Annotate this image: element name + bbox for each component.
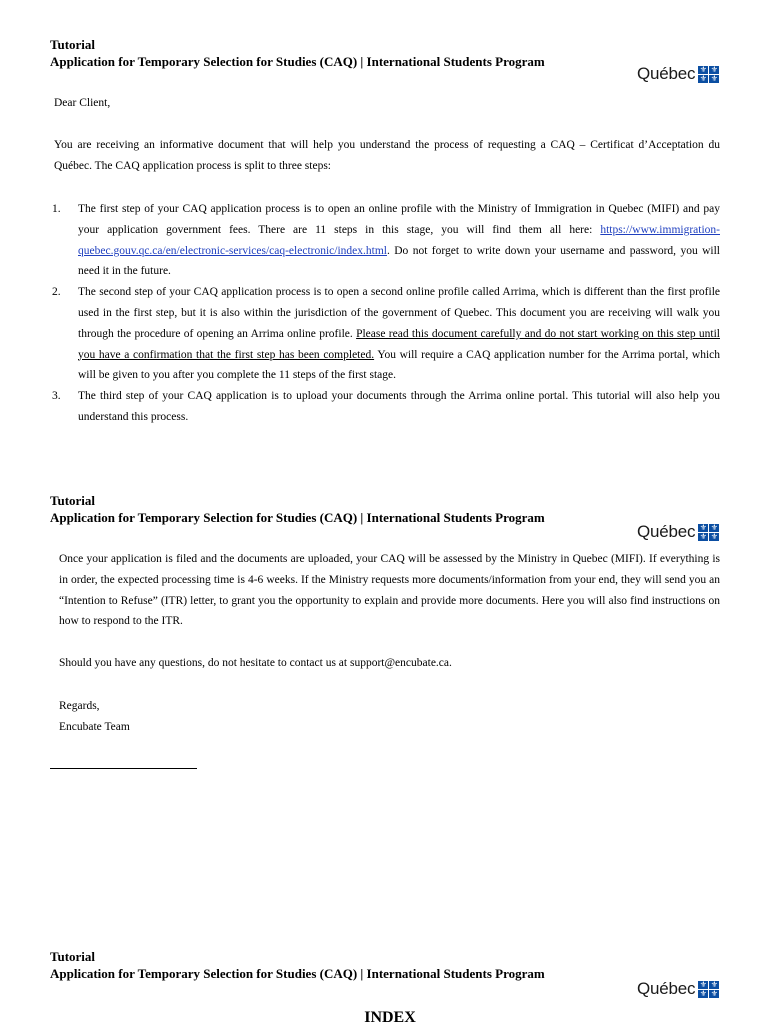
- list-item: 1. The first step of your CAQ application process is to open an online profile with the Ministry of Immigration in Quebec (MIFI) and pay your application government fees. There are 11 steps in this stage, you will find them all here: https://www.immigration-quebec.gouv.qc.ca/en/electronic-services/caq-electronic/index.html. Do not forget to write down your username and password, you will need it in the future.: [52, 199, 720, 282]
- tutorial-label: Tutorial: [50, 949, 96, 964]
- contact-paragraph: Should you have any questions, do not hesitate to contact us at support@encubate.ca.: [59, 657, 452, 669]
- quebec-logo: [637, 522, 719, 542]
- quebec-flag-icon: ⚜ ⚜ ⚜ ⚜: [699, 979, 718, 998]
- greeting: Dear Client,: [54, 97, 111, 109]
- document-title: Application for Temporary Selection for Studies (CAQ) | International Students Program: [50, 966, 545, 981]
- list-number: 2.: [52, 286, 61, 299]
- list-item: 2. The second step of your CAQ application process is to open a second online profile called Arrima, which is different than the first profile used in the first step, but it is also within the jurisdiction of the government of Quebec. This document you are receiving will walk you through the procedure of opening an Arrima online profile. Please read this document carefully and do not start working on this step until you have a confirmation that the first step has been completed. You will require a CAQ application number for the Arrima portal, which will be given to you after you complete the 11 steps of the first stage.: [52, 282, 720, 386]
- document-title: Application for Temporary Selection for Studies (CAQ) | International Students Program: [50, 510, 545, 525]
- signature: Encubate Team: [59, 721, 130, 733]
- quebec-flag-icon: ⚜ ⚜ ⚜ ⚜: [699, 64, 718, 83]
- list-number: 3.: [52, 390, 61, 403]
- document-title: Application for Temporary Selection for Studies (CAQ) | International Students Program: [50, 54, 545, 69]
- quebec-flag-icon: ⚜ ⚜ ⚜ ⚜: [699, 522, 718, 541]
- tutorial-label: Tutorial: [50, 493, 96, 508]
- intro-paragraph: You are receiving an informative document that will help you understand the process of requesting a CAQ – Certificat d’Acceptation du Québec. The CAQ application process is split to three steps:: [54, 139, 720, 172]
- steps-list: [52, 199, 720, 428]
- list-item: 3. The third step of your CAQ application is to upload your documents through the Arrima online portal. This tutorial will also help you understand this process.: [52, 386, 720, 428]
- processing-paragraph: Once your application is filed and the documents are uploaded, your CAQ will be assessed by the Ministry in Quebec (MIFI). If everything is in order, the expected processing time is 4-6 weeks. If the Ministry requests more documents/information from your end, they will send you an “Intention to Refuse” (ITR) letter, to grant you the opportunity to explain and provide more documents. Here you will also find instructions on how to respond to the ITR.: [59, 553, 720, 628]
- warning-underlined-text: Please read this document carefully and do not start working on this step until you have a confirmation that the first step has been completed.: [78, 327, 720, 361]
- quebec-logo-word: Québec: [637, 522, 696, 541]
- list-number: 1.: [52, 203, 61, 215]
- signature-rule: [50, 768, 197, 769]
- quebec-logo: [637, 979, 719, 999]
- caq-electronic-link[interactable]: https://www.immigration-quebec.gouv.qc.ca/en/electronic-services/caq-electronic/index.html: [78, 223, 720, 257]
- quebec-logo-word: Québec: [637, 64, 696, 83]
- quebec-logo-word: Québec: [637, 979, 696, 998]
- regards: Regards,: [59, 700, 100, 712]
- index-heading: INDEX: [364, 1009, 416, 1024]
- tutorial-label: Tutorial: [50, 37, 96, 52]
- quebec-logo: [637, 64, 719, 84]
